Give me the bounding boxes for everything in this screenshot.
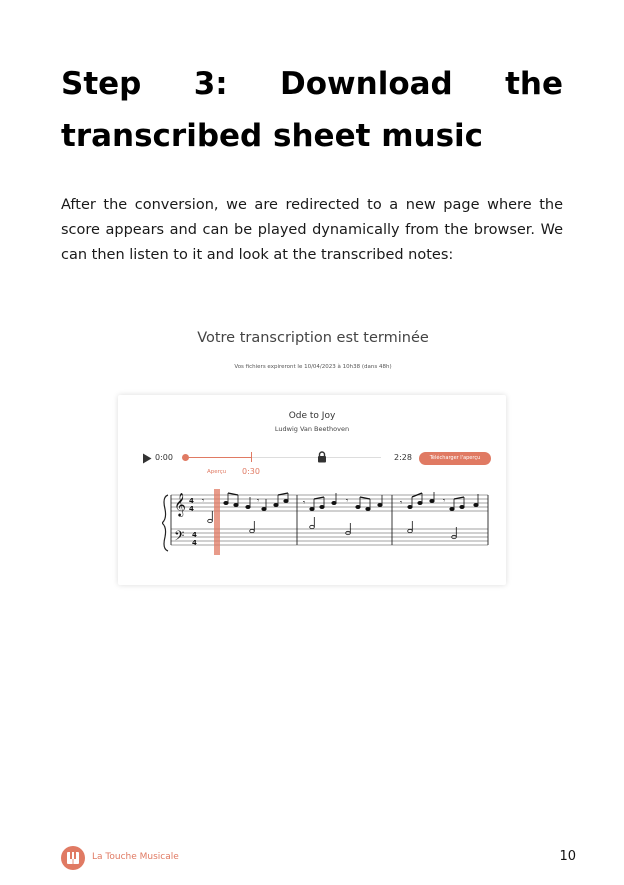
heading-line-1 <box>61 58 563 110</box>
heading-word: 3: <box>193 66 228 102</box>
play-icon[interactable] <box>142 453 152 464</box>
preview-end-marker <box>251 452 252 462</box>
song-composer: Ludwig Van Beethoven <box>274 425 350 433</box>
svg-text:4: 4 <box>192 539 197 547</box>
transcription-screenshot <box>110 322 516 585</box>
time-end: 2:28 <box>394 453 412 462</box>
song-title: Ode to Joy <box>288 411 336 421</box>
heading-word: Step <box>61 66 142 102</box>
screenshot-title: Votre transcription est terminée <box>197 330 429 346</box>
heading-line-2: transcribed sheet music <box>61 118 484 154</box>
progress-track[interactable] <box>186 457 381 458</box>
svg-text:4: 4 <box>189 505 194 513</box>
lock-icon <box>317 451 327 463</box>
screenshot-subtitle: Vos fichiers expireront le 10/04/2023 à 10h38 (dans 48h) <box>234 364 392 370</box>
download-preview-button[interactable]: Télécharger l'aperçu <box>419 452 491 465</box>
svg-text:𝄢: 𝄢 <box>174 528 185 547</box>
svg-text:𝄾: 𝄾 <box>303 498 306 507</box>
piano-logo-icon <box>61 846 85 870</box>
svg-text:𝄾: 𝄾 <box>257 496 260 505</box>
preview-label: Aperçu <box>207 469 227 475</box>
svg-text:𝄾: 𝄾 <box>443 496 446 505</box>
progress-knob[interactable] <box>182 454 189 461</box>
svg-text:𝄾: 𝄾 <box>202 496 205 505</box>
progress-fill <box>186 457 252 458</box>
score-card <box>118 395 506 585</box>
body-paragraph: After the conversion, we are redirected to a new page where the score appears and can be played dynamically from the browser. We can then listen to it and look at the transcribed notes: <box>61 197 563 263</box>
time-start: 0:00 <box>155 453 173 462</box>
svg-text:𝄾: 𝄾 <box>346 496 349 505</box>
svg-text:4: 4 <box>192 531 197 539</box>
svg-text:𝄞: 𝄞 <box>174 492 186 516</box>
sheet-music-score <box>162 489 492 559</box>
svg-text:4: 4 <box>189 497 194 505</box>
heading-word: the <box>505 66 563 102</box>
svg-text:𝄾: 𝄾 <box>400 498 403 507</box>
heading-word: Download <box>279 66 453 102</box>
section-heading <box>61 58 563 162</box>
page-number: 10 <box>559 849 576 864</box>
preview-time: 0:30 <box>242 467 260 476</box>
footer-brand: La Touche Musicale <box>92 852 179 862</box>
